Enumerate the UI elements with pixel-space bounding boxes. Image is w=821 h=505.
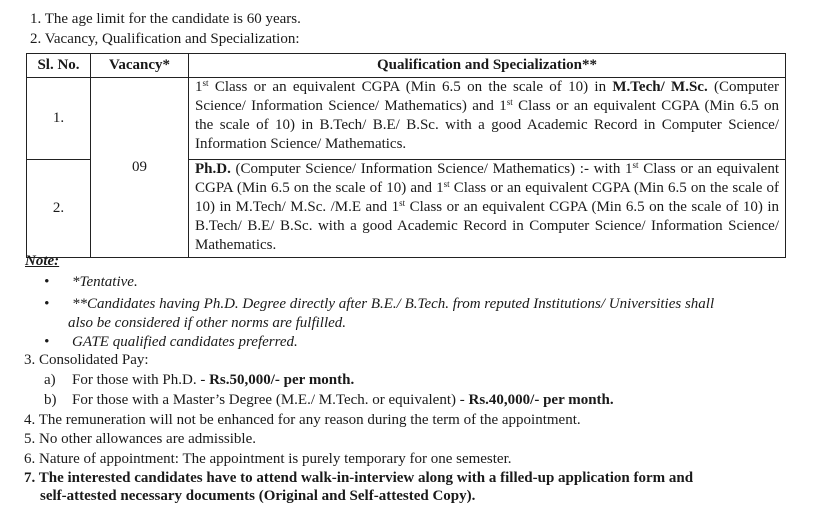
note-tentative: *Tentative. xyxy=(72,274,138,290)
pay-b-body xyxy=(72,391,614,409)
superscript-st: st xyxy=(632,159,639,170)
row-1-qualification: 1st Class or an equivalent CGPA (Min 6.5 on the scale of 10) in M.Tech/ M.Sc. (Computer Science/ Information Science/ Mathematics) and 1st Class or an equivalent CGPA (Min 6.5 on the scale of 10) in B.Tech/ B.E/ B.Sc. with a good Academic Record in Computer Science/ Information Science/ Mathematics. xyxy=(189,77,786,159)
note-phd-direct: **Candidates having Ph.D. Degree directly after B.E./ B.Tech. from reputed Institutions/ Universities shall xyxy=(72,296,715,312)
vacancy-cell xyxy=(91,77,189,257)
table-header-row xyxy=(27,54,786,78)
row-2-text-c: Class or an equivalent CGPA (Min 6.5 on the scale of 10) in M.Tech/ M.Sc. /M.E and 1 xyxy=(195,179,779,215)
pay-item-a xyxy=(44,371,355,389)
row-1-sl: 1. xyxy=(27,77,91,159)
note-gate: GATE qualified candidates preferred. xyxy=(72,334,298,350)
superscript-st: st xyxy=(506,96,513,107)
row-1-text-a: Class or an equivalent CGPA (Min 6.5 on the scale of 10) in xyxy=(208,78,613,95)
row-1-degree: M.Tech/ M.Sc. xyxy=(612,78,708,95)
header-qualification: Qualification and Specialization** xyxy=(189,54,786,78)
vacancy-value: 09 xyxy=(132,159,147,176)
bullet-dot: • xyxy=(44,274,50,290)
note-bullet-2 xyxy=(44,295,715,313)
item-7-walk-in: 7. The interested candidates have to attend walk-in-interview along with a filled-up application form and xyxy=(24,470,694,486)
qualification-table xyxy=(26,53,786,258)
pay-a-body xyxy=(72,371,354,389)
header-sl-no: Sl. No. xyxy=(27,54,91,78)
note-phd-direct-cont: also be considered if other norms are fulfilled. xyxy=(68,315,347,331)
row-2-degree: Ph.D. xyxy=(195,160,231,177)
row-2-text-d: Class or an equivalent CGPA (Min 6.5 on the scale of 10) in B.Tech/ B.E/ B.Sc. with a good Academic Record in Computer Science/ Information Science/ Mathematics. xyxy=(195,198,779,253)
item-1-age-limit: 1. The age limit for the candidate is 60 years. xyxy=(30,11,301,27)
pay-a-prefix: a) xyxy=(44,372,56,388)
item-2-heading: 2. Vacancy, Qualification and Specialization: xyxy=(30,31,300,47)
row-1-text-c: Class or an equivalent CGPA (Min 6.5 on the scale of 10) in B.Tech/ B.E/ B.Sc. with a good Academic Record in Computer Science/ Information Science/ Mathematics. xyxy=(195,97,779,152)
pay-a-text: For those with Ph.D. - xyxy=(72,372,210,388)
superscript-st: st xyxy=(202,77,209,88)
row-2-text-b: Class or an equivalent CGPA (Min 6.5 on the scale of 10) and 1 xyxy=(195,160,779,196)
item-6-nature: 6. Nature of appointment: The appointment is purely temporary for one semester. xyxy=(24,451,512,467)
pay-b-text: For those with a Master’s Degree (M.E./ M.Tech. or equivalent) - xyxy=(72,392,469,408)
table-row xyxy=(27,77,786,159)
row-1-text-b: (Computer Science/ Information Science/ Mathematics) and 1 xyxy=(195,78,779,114)
superscript-st: st xyxy=(443,178,450,189)
superscript-st: st xyxy=(399,197,406,208)
item-7-documents: self-attested necessary documents (Original and Self-attested Copy). xyxy=(40,488,476,504)
pay-item-b xyxy=(44,391,614,409)
pay-b-amount: Rs.40,000/- per month. xyxy=(468,392,614,408)
note-label: Note: xyxy=(25,253,60,269)
bullet-dot: • xyxy=(44,296,50,312)
item-4-remuneration: 4. The remuneration will not be enhanced for any reason during the term of the appointment. xyxy=(24,412,581,428)
note-bullet-1 xyxy=(44,273,138,291)
row-2-qualification xyxy=(189,159,786,257)
row-2-text-a: (Computer Science/ Information Science/ Mathematics) :- with 1 xyxy=(230,160,633,177)
bullet-dot: • xyxy=(44,334,50,350)
pay-a-amount: Rs.50,000/- per month. xyxy=(209,372,355,388)
row-2-sl: 2. xyxy=(27,159,91,257)
pay-heading: 3. Consolidated Pay: xyxy=(24,352,149,368)
note-bullet-3 xyxy=(44,333,298,351)
pay-b-prefix: b) xyxy=(44,392,57,408)
item-5-allowances: 5. No other allowances are admissible. xyxy=(24,431,257,447)
header-vacancy: Vacancy* xyxy=(91,54,189,78)
